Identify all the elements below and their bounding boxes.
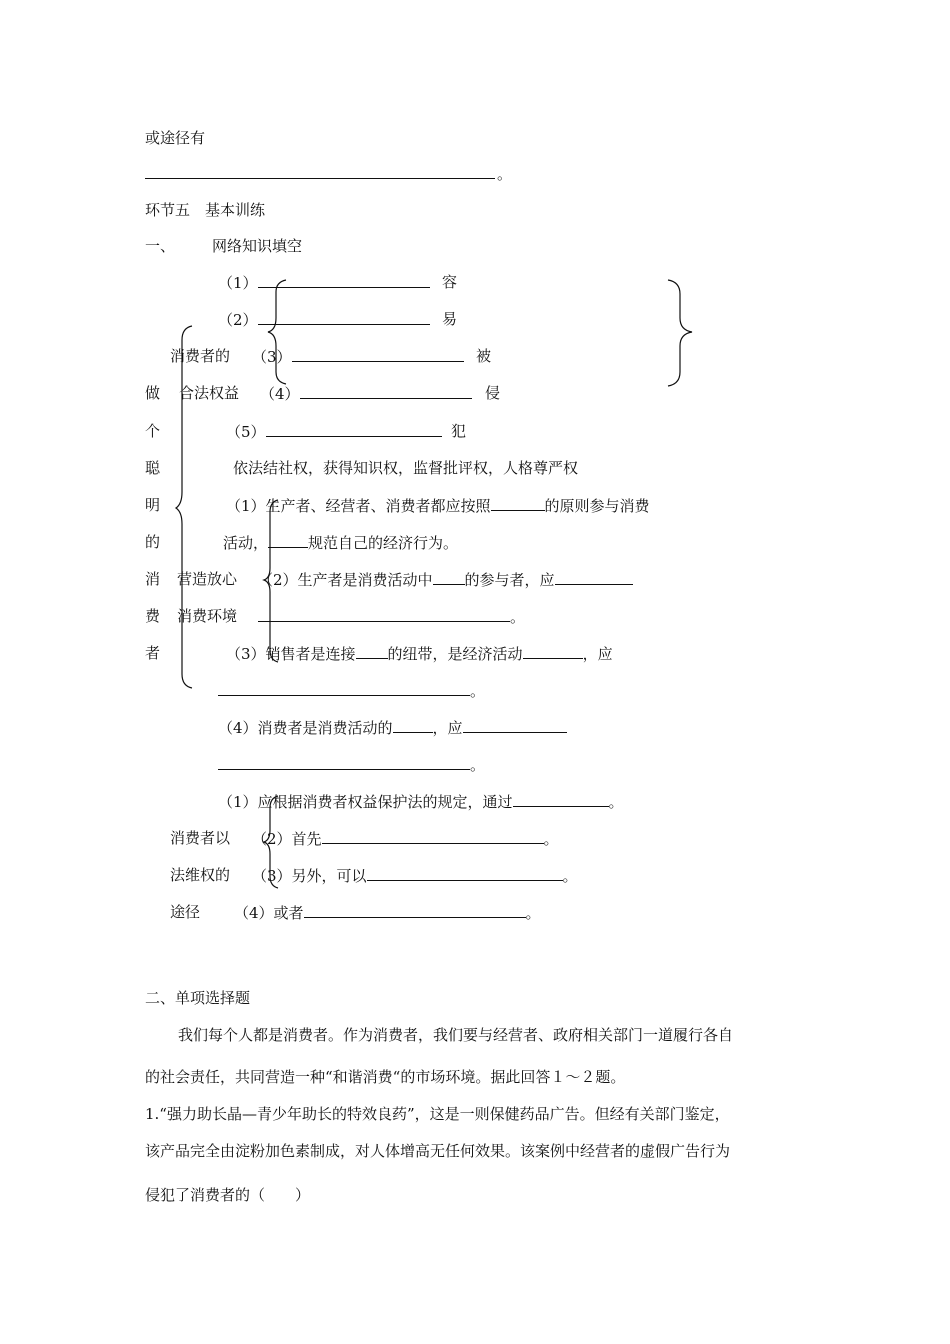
env-line-4: （4）消费者是消费活动的 ，应 bbox=[218, 717, 567, 738]
env-line-1: （1）生产者、经营者、消费者都应按照 的原则参与消费 bbox=[226, 497, 650, 515]
brace-right-rights bbox=[668, 280, 692, 386]
rights-item-3: （3） bbox=[252, 346, 464, 367]
protect-line-1: （1）应根据消费者权益保护法的规定，通过 。 bbox=[218, 793, 624, 811]
rights-suffix-3: 被 bbox=[476, 347, 492, 365]
part1-title: 网络知识填空 bbox=[212, 237, 303, 255]
rights-extra: 依法结社权，获得知识权，监督批评权，人格尊严权 bbox=[233, 459, 579, 477]
rights-suffix-2: 易 bbox=[442, 310, 458, 328]
env-line-2b: 。 bbox=[258, 606, 525, 627]
protect-line-4: （4）或者 。 bbox=[234, 904, 541, 922]
rights-item-4: （4） bbox=[260, 383, 472, 404]
env-line-2: （2）生产者是消费活动中 的参与者，应 bbox=[258, 569, 633, 590]
rights-suffix-4: 侵 bbox=[485, 384, 501, 402]
side-char: 者 bbox=[145, 644, 161, 662]
env-label-b: 消费环境 bbox=[177, 607, 238, 625]
brace-left-rights bbox=[268, 280, 286, 384]
question-1-line-2: 该产品完全由淀粉加色素制成，对人体增高无任何效果。该案例中经营者的虚假广告行为 bbox=[145, 1142, 731, 1160]
side-char: 明 bbox=[145, 496, 161, 514]
rights-item-1: （1） bbox=[218, 272, 430, 293]
rights-suffix-5: 犯 bbox=[451, 422, 467, 440]
protect-label-b: 法维权的 bbox=[170, 866, 231, 884]
rights-suffix-1: 容 bbox=[442, 273, 458, 291]
brace-left-protect bbox=[264, 796, 278, 888]
side-char: 费 bbox=[145, 607, 161, 625]
env-line-1b: 活动， 规范自己的经济行为。 bbox=[223, 534, 459, 552]
top-end: 。 bbox=[497, 165, 513, 183]
side-char: 的 bbox=[145, 533, 161, 551]
protect-line-2: （2）首先 。 bbox=[252, 830, 559, 848]
rights-item-2: （2） bbox=[218, 309, 430, 330]
rights-item-5: （5） bbox=[226, 421, 442, 442]
side-char: 聪 bbox=[145, 459, 161, 477]
env-line-3b: 。 bbox=[218, 680, 485, 701]
protect-label-a: 消费者以 bbox=[170, 829, 231, 847]
side-char: 消 bbox=[145, 570, 161, 588]
env-line-4b: 。 bbox=[218, 754, 485, 775]
part1-number: 一、 bbox=[145, 237, 176, 255]
section-title: 环节五 基本训练 bbox=[145, 201, 266, 219]
part2-title: 二、单项选择题 bbox=[145, 989, 251, 1007]
brace-left-env bbox=[264, 500, 278, 662]
part2-intro-1: 我们每个人都是消费者。作为消费者，我们要与经营者、政府相关部门一道履行各自 bbox=[178, 1026, 734, 1044]
protect-label-c: 途径 bbox=[170, 903, 201, 921]
rights-label-a: 消费者的 bbox=[170, 347, 231, 365]
part2-intro-2: 的社会责任，共同营造一种“和谐消费“的市场环境。据此回答１～２题。 bbox=[145, 1068, 626, 1086]
brace-left-main bbox=[176, 326, 192, 688]
protect-line-3: （3）另外，可以 。 bbox=[252, 867, 578, 885]
side-char: 个 bbox=[145, 422, 161, 440]
rights-label-b: 合法权益 bbox=[179, 384, 240, 402]
env-label-a: 营造放心 bbox=[177, 570, 238, 588]
env-line-3: （3）销售者是连接 的纽带，是经济活动 ，应 bbox=[226, 645, 613, 663]
question-1-line-1: 1.“强力助长晶—青少年助长的特效良药”，这是一则保健药品广告。但经有关部门鉴定， bbox=[145, 1105, 730, 1123]
question-1-line-3: 侵犯了消费者的（ ） bbox=[145, 1186, 311, 1204]
side-char: 做 bbox=[145, 384, 161, 402]
top-prefix: 或途径有 bbox=[145, 129, 206, 147]
